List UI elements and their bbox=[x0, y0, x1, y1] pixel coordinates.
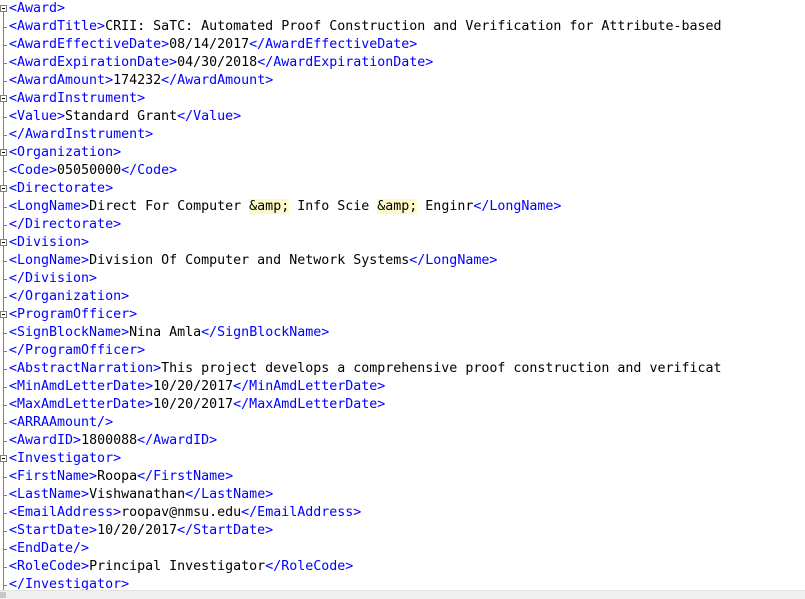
fold-guide-tick bbox=[3, 135, 7, 136]
fold-toggle-icon[interactable] bbox=[0, 95, 7, 102]
xml-tag: </AwardInstrument> bbox=[9, 127, 154, 142]
fold-guide-tick bbox=[3, 279, 7, 280]
xml-tag: <AwardID> bbox=[9, 433, 82, 448]
fold-guide-tick bbox=[3, 27, 7, 28]
xml-tag: <RoleCode> bbox=[9, 559, 90, 574]
fold-guide-tick bbox=[3, 585, 7, 586]
code-line[interactable] bbox=[9, 90, 722, 108]
xml-tag: </SignBlockName> bbox=[201, 325, 330, 340]
code-line[interactable] bbox=[9, 414, 722, 432]
code-line[interactable] bbox=[9, 540, 722, 558]
xml-tag: <SignBlockName> bbox=[9, 325, 130, 340]
fold-toggle-icon[interactable] bbox=[0, 149, 7, 156]
fold-toggle-icon[interactable] bbox=[0, 5, 7, 12]
xml-text: 174232 bbox=[113, 73, 162, 88]
code-line[interactable] bbox=[9, 54, 722, 72]
code-line[interactable] bbox=[9, 234, 722, 252]
fold-guide-tick bbox=[3, 333, 7, 334]
xml-tag: <Division> bbox=[9, 235, 90, 250]
fold-guide-tick bbox=[3, 549, 7, 550]
code-line[interactable] bbox=[9, 432, 722, 450]
xml-tag: <LongName> bbox=[9, 199, 90, 214]
xml-tag: <AwardTitle> bbox=[9, 19, 106, 34]
xml-tag: <AbstractNarration> bbox=[9, 361, 162, 376]
fold-guide-tick bbox=[3, 171, 7, 172]
fold-guide-tick bbox=[3, 207, 7, 208]
xml-text: 05050000 bbox=[57, 163, 122, 178]
fold-guide-tick bbox=[3, 405, 7, 406]
xml-tag: <LongName> bbox=[9, 253, 90, 268]
code-line[interactable] bbox=[9, 360, 722, 378]
xml-tag: <AwardExpirationDate> bbox=[9, 55, 178, 70]
code-line[interactable] bbox=[9, 306, 722, 324]
code-line[interactable] bbox=[9, 198, 722, 216]
fold-toggle-icon[interactable] bbox=[0, 239, 7, 246]
xml-tag: <Investigator> bbox=[9, 451, 122, 466]
xml-tag: </LastName> bbox=[185, 487, 274, 502]
xml-text: Vishwanathan bbox=[89, 487, 186, 502]
xml-tag: </RoleCode> bbox=[265, 559, 354, 574]
code-line[interactable] bbox=[9, 18, 722, 36]
xml-tag: <FirstName> bbox=[9, 469, 98, 484]
code-line[interactable] bbox=[9, 144, 722, 162]
xml-tag: <MinAmdLetterDate> bbox=[9, 379, 154, 394]
code-line[interactable] bbox=[9, 396, 722, 414]
xml-tag: <EndDate/> bbox=[9, 541, 90, 556]
xml-tag: <ProgramOfficer> bbox=[9, 307, 138, 322]
code-line[interactable] bbox=[9, 0, 722, 18]
xml-tag: <Code> bbox=[9, 163, 58, 178]
fold-margin[interactable] bbox=[0, 0, 8, 590]
fold-guide-tick bbox=[3, 531, 7, 532]
xml-tag: <AwardInstrument> bbox=[9, 91, 146, 106]
xml-tag: </AwardID> bbox=[137, 433, 218, 448]
xml-tag: <MaxAmdLetterDate> bbox=[9, 397, 154, 412]
xml-tag: </MinAmdLetterDate> bbox=[233, 379, 386, 394]
code-line[interactable] bbox=[9, 576, 722, 590]
code-line[interactable] bbox=[9, 324, 722, 342]
code-line[interactable] bbox=[9, 180, 722, 198]
xml-tag: <AwardAmount> bbox=[9, 73, 114, 88]
xml-tag: <Organization> bbox=[9, 145, 122, 160]
code-line[interactable] bbox=[9, 342, 722, 360]
xml-tag: <Award> bbox=[9, 1, 66, 16]
code-line[interactable] bbox=[9, 72, 722, 90]
xml-text: roopav@nmsu.edu bbox=[121, 505, 242, 520]
xml-text: Roopa bbox=[97, 469, 138, 484]
code-line[interactable] bbox=[9, 450, 722, 468]
code-line[interactable] bbox=[9, 108, 722, 126]
xml-tag: </MaxAmdLetterDate> bbox=[233, 397, 386, 412]
fold-guide-tick bbox=[3, 261, 7, 262]
xml-tag: </Investigator> bbox=[9, 577, 130, 590]
xml-tag: <AwardEffectiveDate> bbox=[9, 37, 170, 52]
xml-text: Enginr bbox=[417, 199, 474, 214]
xml-tag: <Value> bbox=[9, 109, 66, 124]
xml-text: Info Scie bbox=[289, 199, 378, 214]
xml-text: 10/20/2017 bbox=[153, 379, 234, 394]
fold-guide-tick bbox=[3, 81, 7, 82]
fold-guide-tick bbox=[3, 45, 7, 46]
scrollbar-thumb[interactable] bbox=[0, 592, 6, 598]
fold-toggle-icon[interactable] bbox=[0, 311, 7, 318]
xml-tag: </AwardEffectiveDate> bbox=[249, 37, 418, 52]
code-line[interactable] bbox=[9, 504, 722, 522]
xml-tag: <Directorate> bbox=[9, 181, 114, 196]
code-line[interactable] bbox=[9, 36, 722, 54]
fold-guide-tick bbox=[3, 423, 7, 424]
xml-tag: </Directorate> bbox=[9, 217, 122, 232]
xml-tag: <ARRAAmount/> bbox=[9, 415, 114, 430]
fold-toggle-icon[interactable] bbox=[0, 185, 7, 192]
xml-text: 1800088 bbox=[81, 433, 138, 448]
xml-tag: <EmailAddress> bbox=[9, 505, 122, 520]
fold-guide-tick bbox=[3, 351, 7, 352]
xml-text: Principal Investigator bbox=[89, 559, 266, 574]
fold-guide-tick bbox=[3, 297, 7, 298]
xml-tag: </AwardExpirationDate> bbox=[257, 55, 434, 70]
xml-text: 10/20/2017 bbox=[153, 397, 234, 412]
fold-guide-tick bbox=[3, 513, 7, 514]
xml-tag: </LongName> bbox=[473, 199, 562, 214]
xml-tag: </AwardAmount> bbox=[161, 73, 274, 88]
xml-tag: </FirstName> bbox=[137, 469, 234, 484]
code-line[interactable] bbox=[9, 270, 722, 288]
code-line[interactable] bbox=[9, 126, 722, 144]
fold-guide-tick bbox=[3, 441, 7, 442]
xml-text: 04/30/2018 bbox=[177, 55, 258, 70]
xml-tag: </LongName> bbox=[409, 253, 498, 268]
xml-text: Division Of Computer and Network Systems bbox=[89, 253, 410, 268]
code-line[interactable] bbox=[9, 468, 722, 486]
xml-tag: <LastName> bbox=[9, 487, 90, 502]
fold-guide-tick bbox=[3, 117, 7, 118]
xml-text: This project develops a comprehensive proof construction and verificat bbox=[161, 361, 722, 376]
xml-text: CRII: SaTC: Automated Proof Construction and Verification for Attribute-based bbox=[105, 19, 722, 34]
code-line[interactable] bbox=[9, 378, 722, 396]
code-text-area[interactable] bbox=[9, 0, 722, 590]
xml-tag: </Value> bbox=[177, 109, 242, 124]
fold-guide-tick bbox=[3, 567, 7, 568]
fold-guide-tick bbox=[3, 63, 7, 64]
xml-text: Direct For Computer bbox=[89, 199, 250, 214]
fold-guide-tick bbox=[3, 495, 7, 496]
fold-guide-tick bbox=[3, 387, 7, 388]
xml-tag: </Organization> bbox=[9, 289, 130, 304]
code-line[interactable] bbox=[9, 486, 722, 504]
xml-tag: <StartDate> bbox=[9, 523, 98, 538]
code-line[interactable] bbox=[9, 216, 722, 234]
code-line[interactable] bbox=[9, 288, 722, 306]
code-line[interactable] bbox=[9, 522, 722, 540]
xml-entity: &amp; bbox=[377, 199, 418, 214]
xml-tag: </EmailAddress> bbox=[241, 505, 362, 520]
xml-text: 08/14/2017 bbox=[169, 37, 250, 52]
xml-text: 10/20/2017 bbox=[97, 523, 178, 538]
fold-guide-tick bbox=[3, 369, 7, 370]
xml-text: Standard Grant bbox=[65, 109, 178, 124]
fold-guide-tick bbox=[3, 477, 7, 478]
fold-guide-tick bbox=[3, 225, 7, 226]
xml-tag: </Code> bbox=[121, 163, 178, 178]
xml-tag: </ProgramOfficer> bbox=[9, 343, 146, 358]
xml-tag: </StartDate> bbox=[177, 523, 274, 538]
xml-tag: </Division> bbox=[9, 271, 98, 286]
code-line[interactable] bbox=[9, 162, 722, 180]
fold-toggle-icon[interactable] bbox=[0, 455, 7, 462]
code-line[interactable] bbox=[9, 252, 722, 270]
xml-text: Nina Amla bbox=[129, 325, 202, 340]
code-line[interactable] bbox=[9, 558, 722, 576]
xml-entity: &amp; bbox=[249, 199, 290, 214]
